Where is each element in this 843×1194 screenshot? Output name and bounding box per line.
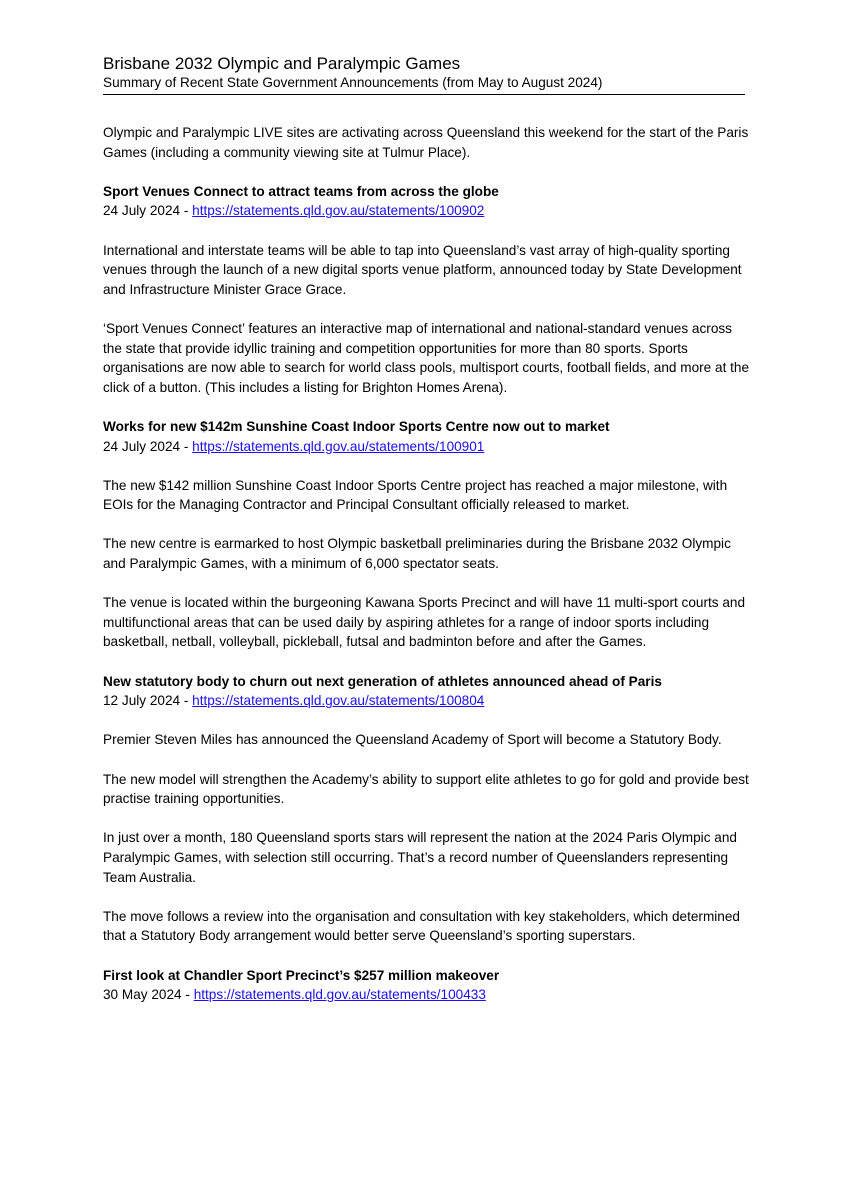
announcement-link[interactable]: https://statements.qld.gov.au/statements/100433 — [193, 987, 486, 1003]
announcement-paragraph: The venue is located within the burgeoning Kawana Sports Precinct and will have 11 multi-sport courts and multifunctional areas that can be used daily by aspiring athletes for a range of indoor sports including basketball, netball, volleyball, pickleball, futsal and badminton before and after the Games. — [103, 595, 746, 650]
announcement-meta — [103, 985, 753, 1005]
intro-paragraph: Olympic and Paralympic LIVE sites are activating across Queensland this weekend for the start of the Paris Games (including a community viewing site at Tulmur Place). — [103, 125, 749, 160]
announcement-section — [103, 966, 753, 1005]
announcement-link[interactable]: https://statements.qld.gov.au/statements/100804 — [192, 693, 485, 709]
announcement-paragraph: The new $142 million Sunshine Coast Indoor Sports Centre project has reached a major milestone, with EOIs for the Managing Contractor and Principal Consultant officially released to market. — [103, 477, 728, 513]
announcement-link[interactable]: https://statements.qld.gov.au/statements/100902 — [192, 203, 485, 219]
document-body — [103, 123, 753, 1024]
announcement-title: New statutory body to churn out next generation of athletes announced ahead of Paris — [103, 673, 662, 689]
announcement-section — [103, 417, 753, 652]
announcement-date: 24 July 2024 - — [103, 438, 193, 454]
announcement-paragraph: ‘Sport Venues Connect’ features an interactive map of international and national-standard venues across the state that provide idyllic training and competition opportunities for more than 80 sports. Sports organisations are now able to search for world class pools, multisport courts, football fields, and more at the click of a button. (This includes a listing for Brighton Homes Arena). — [103, 320, 750, 395]
announcement-link[interactable]: https://statements.qld.gov.au/statements/100901 — [192, 438, 485, 454]
announcement-date: 24 July 2024 - — [103, 203, 193, 219]
announcement-date: 30 May 2024 - — [103, 987, 194, 1003]
announcement-paragraph: In just over a month, 180 Queensland sports stars will represent the nation at the 2024 Paris Olympic and Paralympic Games, with selection still occurring. That’s a record number of Queenslanders representing Team Australia. — [103, 830, 737, 885]
announcement-meta — [103, 437, 753, 457]
announcement-paragraph: The move follows a review into the organisation and consultation with key stakeholders, which determined that a Statutory Body arrangement would better serve Queensland’s sporting superstars. — [103, 908, 740, 944]
announcement-paragraph: The new model will strengthen the Academy’s ability to support elite athletes to go for gold and provide best practise training opportunities. — [103, 771, 749, 807]
announcement-paragraph: The new centre is earmarked to host Olympic basketball preliminaries during the Brisbane 2032 Olympic and Paralympic Games, with a minimum of 6,000 spectator seats. — [103, 536, 731, 572]
announcement-date: 12 July 2024 - — [103, 693, 193, 709]
announcement-section — [103, 672, 753, 946]
document-subtitle: Summary of Recent State Government Announcements (from May to August 2024) — [103, 75, 603, 90]
announcement-paragraph: International and interstate teams will be able to tap into Queensland’s vast array of high-quality sporting venues through the launch of a new digital sports venue platform, announced today by State Development and Infrastructure Minister Grace Grace. — [103, 242, 742, 297]
announcement-meta — [103, 691, 753, 711]
document-title: Brisbane 2032 Olympic and Paralympic Games — [103, 54, 461, 73]
announcement-title: First look at Chandler Sport Precinct’s $257 million makeover — [103, 967, 500, 983]
announcement-section — [103, 182, 753, 398]
announcement-paragraph: Premier Steven Miles has announced the Queensland Academy of Sport will become a Statutory Body. — [103, 732, 722, 748]
announcement-meta — [103, 201, 753, 221]
announcement-title: Works for new $142m Sunshine Coast Indoor Sports Centre now out to market — [103, 418, 610, 434]
document-header — [103, 54, 745, 95]
announcement-title: Sport Venues Connect to attract teams from across the globe — [103, 183, 499, 199]
